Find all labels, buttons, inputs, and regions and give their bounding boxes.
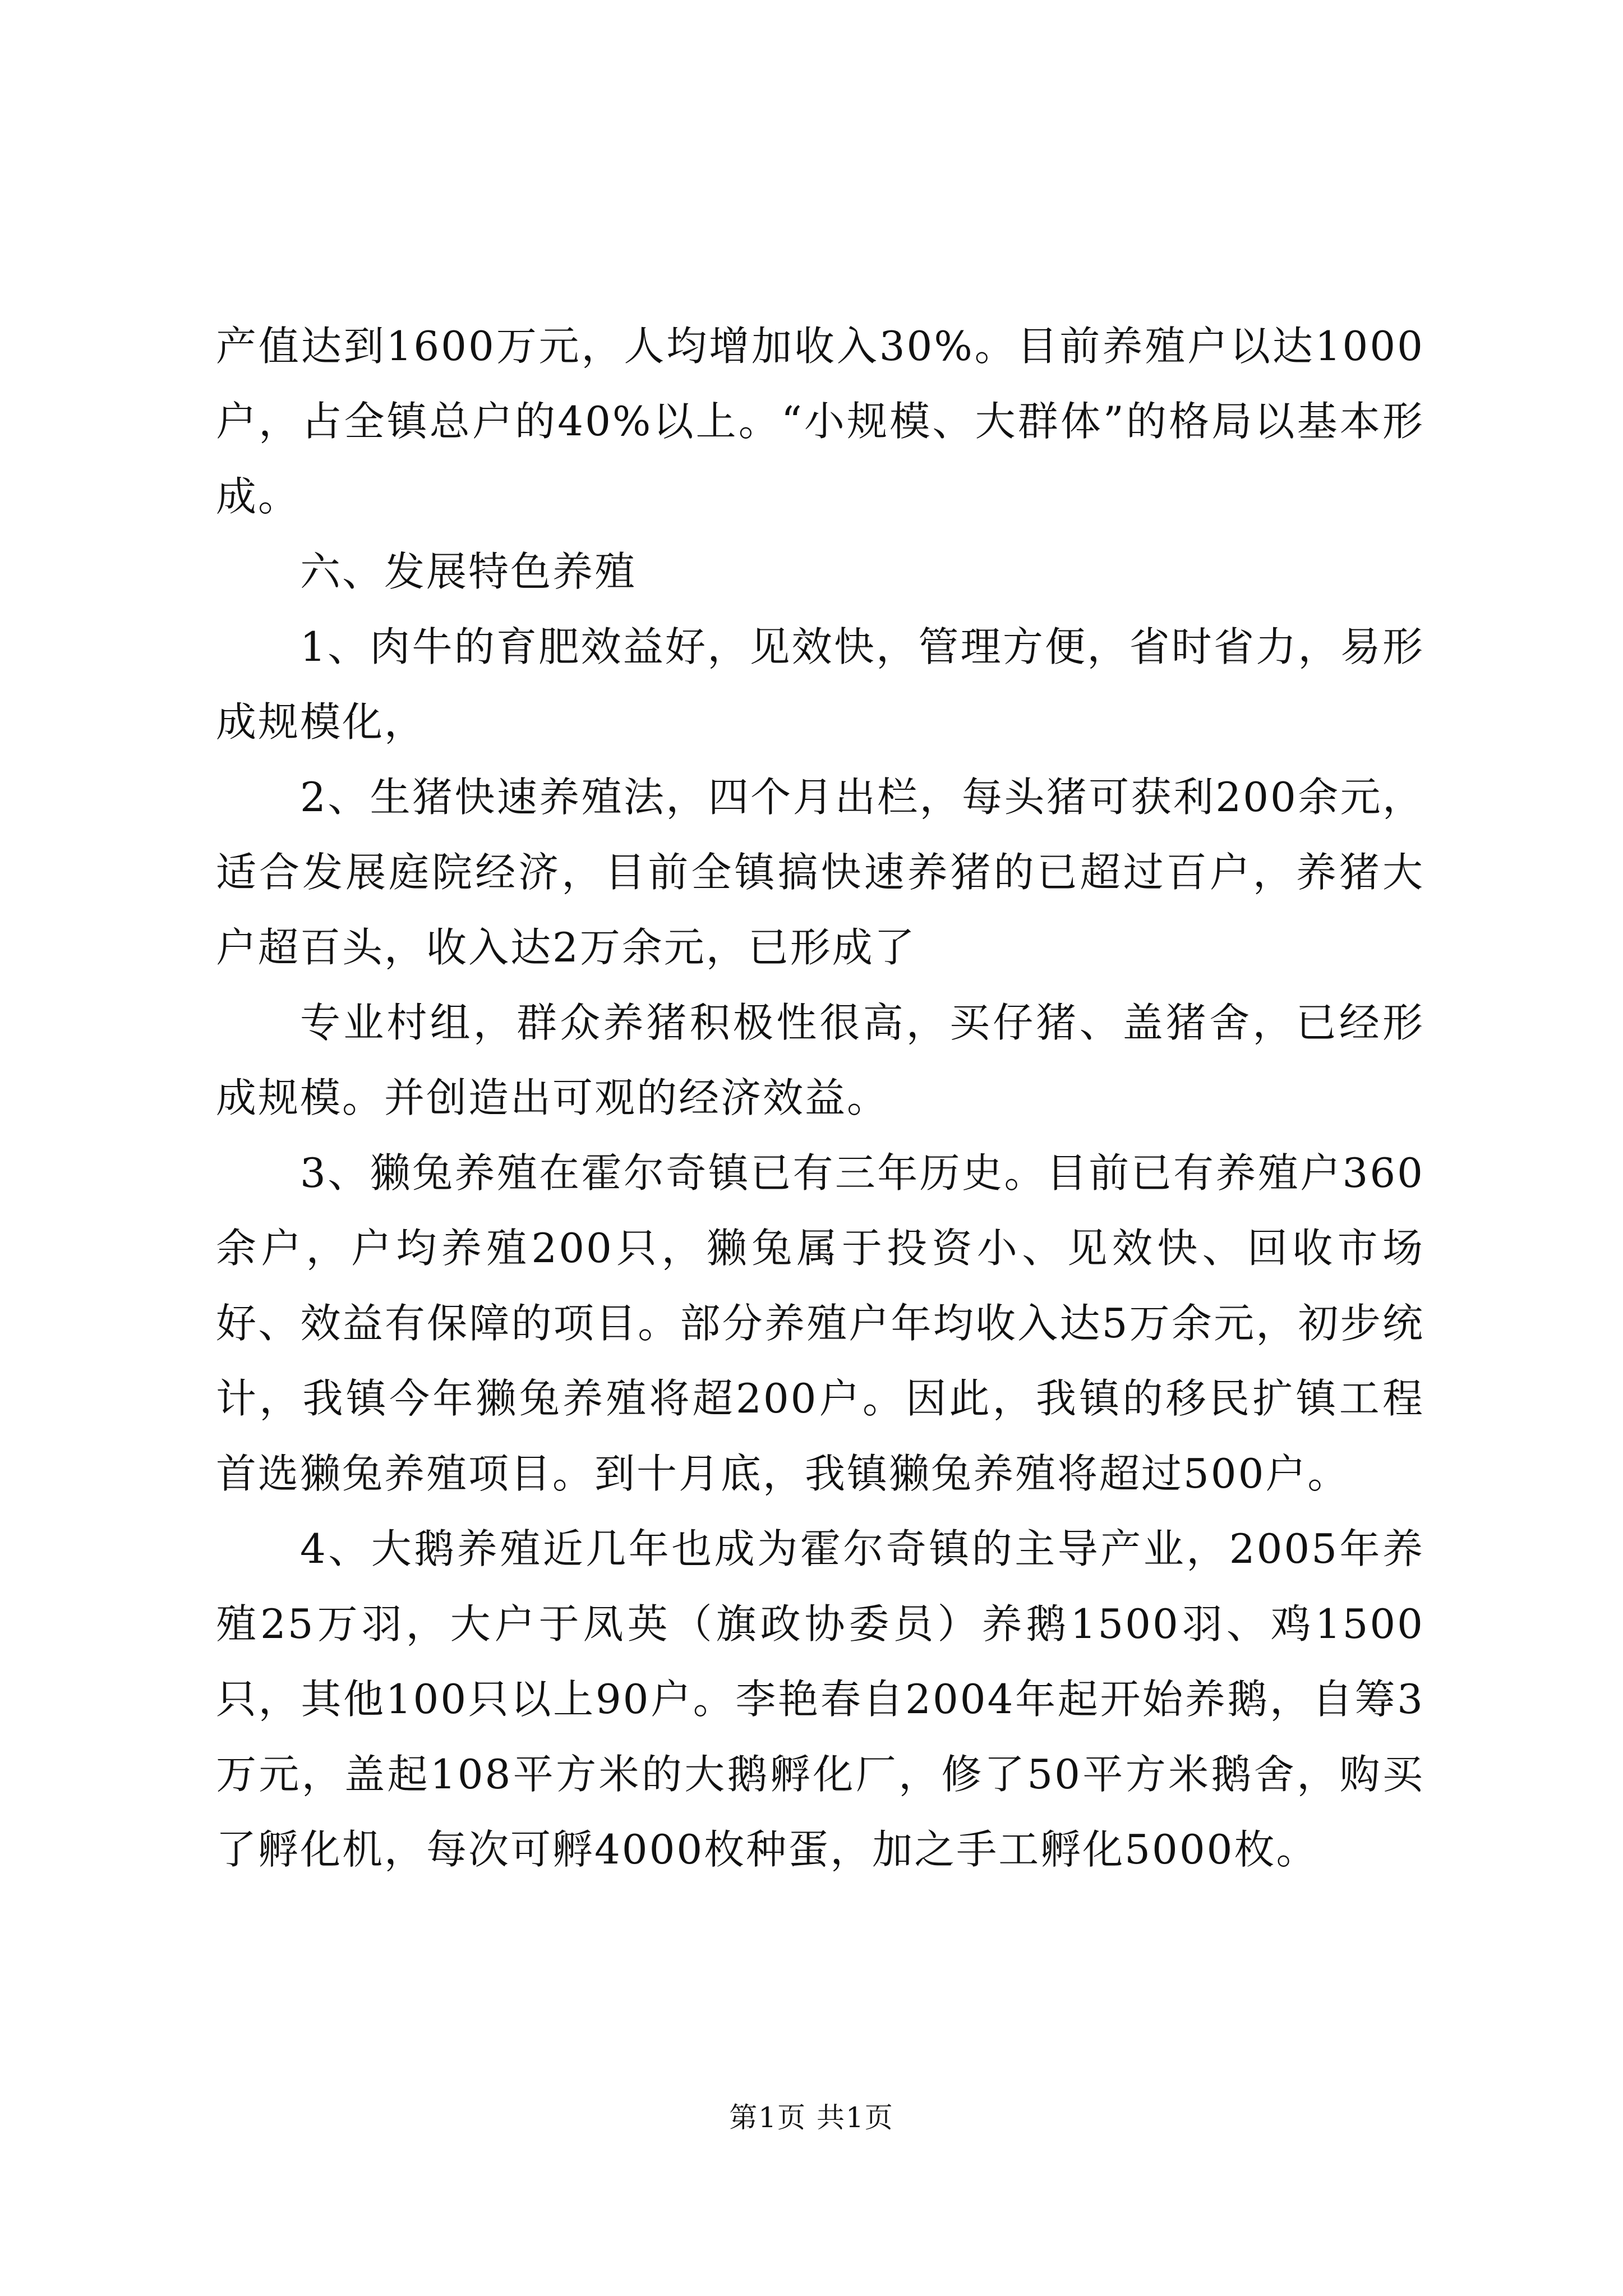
- paragraph-pig-farming: 2、生猪快速养殖法，四个月出栏，每头猪可获利200余元，适合发展庭院经济，目前全镇搞快速养猪的已超过百户，养猪大户超百头，收入达2万余元，已形成了: [216, 774, 1424, 971]
- paragraph-goose-farming: 4、大鹅养殖近几年也成为霍尔奇镇的主导产业，2005年养殖25万羽，大户于凤英（旗政协委员）养鹅1500羽、鸡1500只，其他100只以上90户。李艳春自2004年起开始养鹅，自筹3万元，盖起108平方米的大鹅孵化厂，修了50平方米鹅舍，购买了孵化机，每次可孵4000枚种蛋，加之手工孵化5000枚。: [216, 1525, 1424, 1873]
- document-body: [216, 309, 1424, 1887]
- paragraph-output-value: 产值达到1600万元，人均增加收入30%。目前养殖户以达1000户，占全镇总户的40%以上。“小规模、大群体”的格局以基本形成。: [216, 323, 1424, 520]
- paragraph-rex-rabbit: 3、獭兔养殖在霍尔奇镇已有三年历史。目前已有养殖户360余户，户均养殖200只，獭兔属于投资小、见效快、回收市场好、效益有保障的项目。部分养殖户年均收入达5万余元，初步统计，我镇今年獭兔养殖将超200户。因此，我镇的移民扩镇工程首选獭兔养殖项目。到十月底，我镇獭兔养殖将超过500户。: [216, 1149, 1424, 1497]
- paragraph-pig-village: 专业村组，群众养猪积极性很高，买仔猪、盖猪舍，已经形成规模。并创造出可观的经济效益。: [216, 999, 1424, 1121]
- page-number-footer: 第1页 共1页: [729, 2101, 894, 2134]
- section-heading-special-breeding: 六、发展特色养殖: [300, 548, 637, 595]
- paragraph-beef-cattle: 1、肉牛的育肥效益好，见效快，管理方便，省时省力，易形成规模化，: [216, 623, 1424, 746]
